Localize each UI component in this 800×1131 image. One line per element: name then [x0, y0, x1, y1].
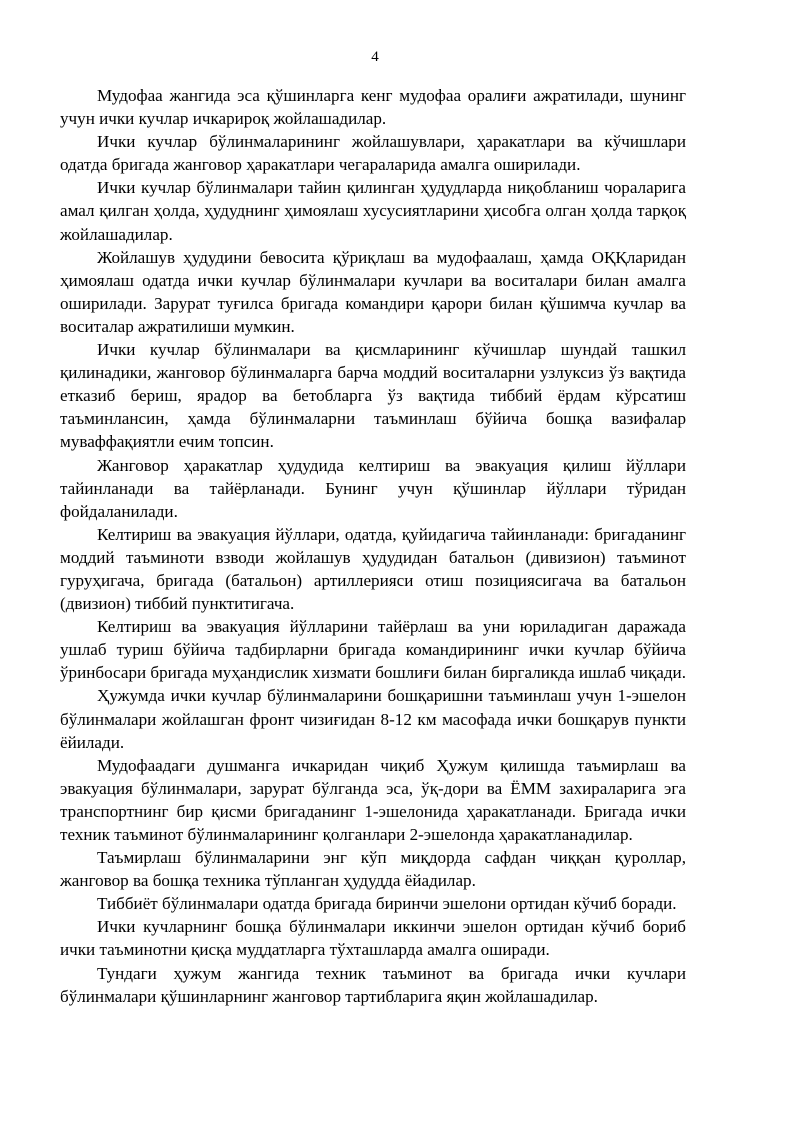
paragraph-8: Келтириш ва эвакуация йўлларини тайёрлаш ва уни юриладиган даражада ушлаб туриш бўйича тадбирларни бригада командирининг ички кучлар бўйича ўринбосари бригада муҳандислик хизмати бошлиғи билан биргаликда ишлаб чиқади. — [60, 617, 686, 683]
paragraph-6: Жанговор ҳаракатлар ҳудудида келтириш ва эвакуация қилиш йўллари тайинланади ва тайёрланади. Бунинг учун қўшинлар йўллари тўридан фойдаланилади. — [60, 455, 686, 521]
paragraph-7: Келтириш ва эвакуация йўллари, одатда, қуйидагича тайинланади: бригаданинг моддий таъминоти взводи жойлашув ҳудудидан батальон (дивизион) таъминот гуруҳигача, бригада (батальон) артиллерияси отиш позициясигача ва батальон (двизион) тиббий пунктитигача. — [60, 524, 686, 614]
paragraph-11: Таъмирлаш бўлинмаларини энг кўп миқдорда сафдан чиққан қуроллар, жанговор ва бошқа техника тўпланган ҳудудда ёйадилар. — [60, 848, 686, 891]
paragraph-12: Тиббиёт бўлинмалари одатда бригада биринчи эшелони ортидан кўчиб боради. — [97, 894, 677, 914]
paragraph-14: Тундаги ҳужум жангида техник таъминот ва бригада ички кучлари бўлинмалари қўшинларнинг жанговор тартибларига яқин жойлашадилар. — [60, 963, 686, 1006]
paragraph-5: Ички кучлар бўлинмалари ва қисмларининг кўчишлар шундай ташкил қилинадики, жанговор бўлинмаларга барча моддий воситаларни узлуксиз ўз вақтида етказиб бериш, ярадор ва бетобларга ўз вақтида тиббий ёрдам кўрсатиш таъминлансин, ҳамда бўлинмаларни таъминлаш бўйича бошқа вазифалар муваффақиятли ечим топсин. — [60, 340, 686, 452]
paragraph-13: Ички кучларнинг бошқа бўлинмалари иккинчи эшелон ортидан кўчиб бориб ички таъминотни қисқа муддатларга тўхташларда амалга оширади. — [60, 917, 686, 960]
body-text — [60, 84, 686, 1008]
paragraph-10: Мудофаадаги душманга ичкаридан чиқиб Ҳужум қилишда таъмирлаш ва эвакуация бўлинмалари, зарурат бўлганда эса, ўқ-дори ва ЁММ захираларига эга транспортнинг бир қисми бригаданинг 1-эшелонида ҳаракатланади. Бригада ички техник таъминот бўлинмаларининг қолганлари 2-эшелонда ҳаракатланадилар. — [60, 755, 686, 844]
paragraph-3: Ички кучлар бўлинмалари тайин қилинган ҳудудларда ниқобланиш чораларига амал қилган ҳолда, ҳудуднинг ҳимоялаш хусусиятларини ҳисобга олган ҳолда тарқоқ жойлашадилар. — [60, 178, 686, 244]
paragraph-4: Жойлашув ҳудудини бевосита қўриқлаш ва мудофаалаш, ҳамда ОҚҚларидан ҳимоялаш одатда ички кучлар бўлинмалари кучлари ва воситалари билан амалга оширилади. Зарурат туғилса бригада командири қарори билан қўшимча кучлар ва воситалар ажратилиши мумкин. — [60, 247, 686, 336]
paragraph-1: Мудофаа жангида эса қўшинларга кенг мудофаа оралиғи ажратилади, шунинг учун ички кучлар ичкарироқ жойлашадилар. — [60, 86, 686, 129]
page-number: 4 — [371, 49, 379, 65]
paragraph-2: Ички кучлар бўлинмаларининг жойлашувлари, ҳаракатлари ва кўчишлари одатда бригада жанговор ҳаракатлари чегараларида амалга оширилади. — [60, 132, 686, 175]
paragraph-9: Ҳужумда ички кучлар бўлинмаларини бошқаришни таъминлаш учун 1-эшелон бўлинмалари жойлашган фронт чизиғидан 8-12 км масофада ички бошқарув пункти ёйилади. — [60, 686, 686, 752]
